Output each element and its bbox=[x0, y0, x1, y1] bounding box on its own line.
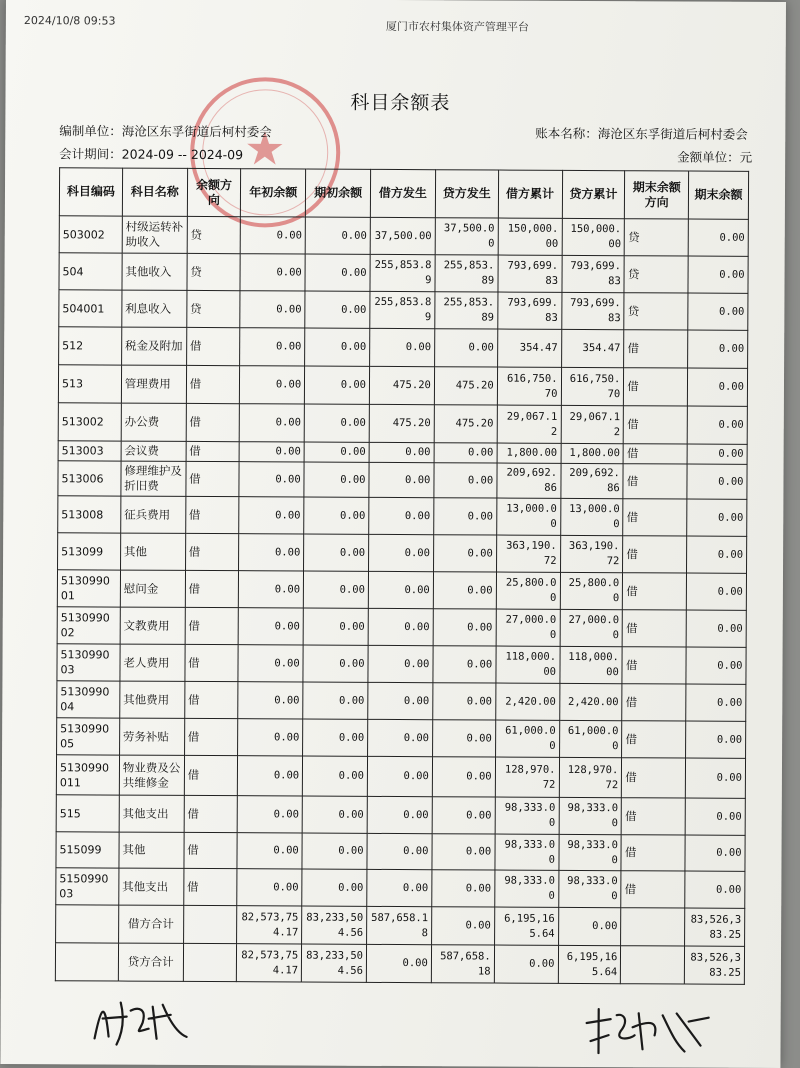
cell-debit-cumulative: 616,750.70 bbox=[497, 367, 561, 405]
empty-cell bbox=[183, 905, 237, 943]
col-header: 科目编码 bbox=[59, 168, 122, 216]
cell-balance-direction: 借 bbox=[185, 533, 239, 570]
cell-credit: 0.00 bbox=[432, 834, 495, 870]
cell-opening-year: 0.00 bbox=[237, 869, 302, 906]
col-header: 期末余额方向 bbox=[625, 171, 689, 219]
cell-balance-direction: 借 bbox=[184, 681, 238, 718]
cell-account-code: 513 bbox=[58, 365, 121, 403]
cell-account-name: 物业费及公共维修金 bbox=[119, 755, 184, 795]
cell-credit: 0.00 bbox=[431, 907, 494, 945]
cell-account-name: 会议费 bbox=[121, 441, 186, 461]
cell-opening-year: 0.00 bbox=[240, 291, 305, 328]
cell-account-name: 劳务补贴 bbox=[119, 718, 184, 755]
cell-opening-period: 0.00 bbox=[303, 645, 368, 682]
table-row bbox=[57, 570, 746, 611]
cell-credit: 0.00 bbox=[432, 720, 495, 757]
cell-debit: 0.00 bbox=[367, 756, 432, 796]
cell-opening-period: 0.00 bbox=[304, 571, 369, 608]
cell-opening-year: 0.00 bbox=[237, 796, 302, 833]
cell-opening-year: 0.00 bbox=[240, 254, 305, 291]
cell-opening-year: 0.00 bbox=[239, 571, 304, 608]
cell-opening-period: 0.00 bbox=[305, 328, 370, 366]
cell-debit-cumulative: 118,000.00 bbox=[496, 646, 560, 683]
cell-account-code: 513099002 bbox=[57, 607, 120, 644]
cell-debit-cumulative: 128,970.72 bbox=[495, 757, 559, 797]
cell-credit-cumulative: 27,000.00 bbox=[560, 609, 623, 646]
cell-closing-balance: 0.00 bbox=[686, 647, 746, 684]
cell-credit: 0.00 bbox=[432, 757, 495, 797]
cell-opening-year: 0.00 bbox=[240, 366, 305, 404]
cell-debit: 0.00 bbox=[367, 869, 432, 906]
cell-credit-cumulative: 25,800.00 bbox=[560, 572, 623, 609]
cell-credit: 475.20 bbox=[434, 367, 497, 405]
cell-debit-cumulative: 13,000.00 bbox=[496, 498, 560, 535]
cell-opening-year: 0.00 bbox=[239, 534, 304, 571]
cell-closing-balance: 0.00 bbox=[687, 536, 747, 573]
table-row bbox=[58, 496, 747, 537]
cell-debit: 37,500.00 bbox=[370, 217, 435, 254]
cell-debit: 255,853.89 bbox=[370, 254, 435, 291]
cell-balance-direction: 借 bbox=[184, 832, 238, 868]
cell-balance-direction: 借 bbox=[184, 718, 238, 755]
cell-account-name: 其他支出 bbox=[119, 795, 184, 832]
cell-account-code: 513099005 bbox=[57, 718, 120, 755]
cell-credit-cumulative: 363,190.72 bbox=[560, 535, 623, 572]
totals-label: 借方合计 bbox=[118, 905, 183, 943]
cell-credit: 475.20 bbox=[434, 405, 497, 443]
platform-name: 厦门市农村集体资产管理平台 bbox=[385, 19, 529, 34]
cell-debit-cumulative: 27,000.00 bbox=[496, 609, 560, 646]
cell-debit-cumulative: 6,195,165.64 bbox=[494, 907, 558, 945]
cell-opening-year: 0.00 bbox=[239, 497, 304, 534]
cell-closing-direction: 借 bbox=[622, 647, 686, 684]
cell-opening-period: 0.00 bbox=[304, 442, 369, 462]
cell-credit-cumulative: 98,333.00 bbox=[558, 834, 621, 870]
cell-account-code: 504001 bbox=[59, 290, 122, 327]
cell-balance-direction: 贷 bbox=[187, 216, 241, 253]
table-row bbox=[59, 327, 748, 369]
col-header: 借方发生 bbox=[370, 169, 435, 217]
cell-closing-balance: 0.00 bbox=[686, 684, 746, 721]
totals-row bbox=[55, 943, 744, 985]
cell-credit: 0.00 bbox=[433, 572, 496, 609]
cell-credit: 0.00 bbox=[432, 870, 495, 907]
table-row bbox=[59, 253, 748, 294]
cell-debit-cumulative: 98,333.00 bbox=[495, 797, 559, 834]
col-header: 期初余额 bbox=[306, 169, 371, 217]
col-header: 期末余额 bbox=[689, 171, 749, 219]
cell-opening-period: 83,233,504.56 bbox=[302, 906, 367, 944]
cell-account-name: 其他费用 bbox=[120, 681, 185, 718]
cell-account-name: 管理费用 bbox=[121, 365, 186, 403]
cell-debit-cumulative: 1,800.00 bbox=[497, 443, 561, 463]
cell-closing-direction: 借 bbox=[621, 798, 685, 835]
cell-opening-period: 0.00 bbox=[304, 497, 369, 534]
empty-cell bbox=[56, 905, 119, 943]
cell-credit-cumulative: 354.47 bbox=[561, 329, 624, 367]
cell-balance-direction: 借 bbox=[184, 795, 238, 832]
handwritten-signature-right bbox=[580, 1001, 720, 1062]
cell-closing-direction: 贷 bbox=[624, 219, 688, 256]
table-row bbox=[57, 681, 746, 722]
cell-account-code: 5130990011 bbox=[56, 755, 119, 795]
table-row bbox=[58, 403, 747, 445]
cell-opening-period: 0.00 bbox=[305, 217, 370, 254]
cell-credit: 0.00 bbox=[434, 498, 497, 535]
cell-opening-year: 0.00 bbox=[238, 608, 303, 645]
cell-account-name: 其他 bbox=[119, 832, 184, 868]
compiling-unit: 编制单位：海沧区东孚街道后柯村委会 bbox=[59, 123, 272, 140]
cell-credit: 0.00 bbox=[434, 463, 497, 498]
cell-closing-direction: 借 bbox=[621, 835, 685, 871]
table-row bbox=[58, 461, 747, 500]
empty-cell bbox=[621, 946, 685, 984]
cell-credit-cumulative: 1,800.00 bbox=[561, 443, 624, 463]
cell-debit: 0.00 bbox=[368, 571, 433, 608]
cell-opening-period: 0.00 bbox=[303, 608, 368, 645]
cell-account-name: 村级运转补助收入 bbox=[122, 216, 187, 253]
cell-account-code: 515099003 bbox=[56, 868, 119, 905]
cell-account-code: 515 bbox=[56, 795, 119, 832]
cell-closing-balance: 0.00 bbox=[688, 256, 748, 293]
cell-closing-direction: 借 bbox=[621, 871, 685, 908]
cell-balance-direction: 借 bbox=[186, 461, 240, 496]
cell-opening-year: 0.00 bbox=[241, 217, 306, 254]
cell-closing-balance: 0.00 bbox=[687, 406, 747, 444]
cell-opening-year: 0.00 bbox=[238, 682, 303, 719]
cell-closing-direction: 借 bbox=[623, 536, 687, 573]
cell-account-code: 513003 bbox=[58, 441, 121, 461]
cell-debit-cumulative: 793,699.83 bbox=[497, 292, 561, 329]
cell-opening-period: 0.00 bbox=[305, 291, 370, 328]
table-row bbox=[59, 216, 748, 257]
cell-credit: 0.00 bbox=[434, 329, 497, 367]
cell-credit: 0.00 bbox=[433, 683, 496, 720]
cell-account-code: 515099 bbox=[56, 832, 119, 868]
cell-debit-cumulative: 793,699.83 bbox=[498, 255, 562, 292]
col-header: 贷方累计 bbox=[562, 170, 625, 218]
cell-opening-period: 0.00 bbox=[302, 796, 367, 833]
cell-account-code: 513099003 bbox=[57, 644, 120, 681]
cell-closing-balance: 0.00 bbox=[687, 464, 747, 499]
cell-closing-balance: 0.00 bbox=[685, 835, 745, 871]
cell-opening-year: 0.00 bbox=[240, 328, 305, 366]
cell-credit-cumulative: 128,970.72 bbox=[559, 757, 622, 797]
cell-closing-balance: 0.00 bbox=[686, 610, 746, 647]
cell-closing-direction: 借 bbox=[622, 684, 686, 721]
empty-cell bbox=[55, 943, 118, 981]
cell-debit-cumulative: 2,420.00 bbox=[495, 683, 559, 720]
totals-row bbox=[56, 905, 745, 947]
cell-account-name: 其他 bbox=[120, 533, 185, 570]
cell-debit-cumulative: 0.00 bbox=[494, 945, 558, 983]
cell-account-code: 512 bbox=[59, 327, 122, 365]
cell-credit-cumulative: 0.00 bbox=[558, 907, 621, 945]
cell-closing-balance: 83,526,383.25 bbox=[685, 908, 745, 946]
cell-closing-balance: 83,526,383.25 bbox=[685, 946, 745, 984]
cell-closing-direction: 贷 bbox=[624, 256, 688, 293]
cell-debit-cumulative: 29,067.12 bbox=[497, 405, 561, 443]
cell-credit: 0.00 bbox=[433, 646, 496, 683]
cell-debit: 0.00 bbox=[369, 462, 434, 497]
cell-account-name: 其他支出 bbox=[119, 868, 184, 905]
cell-account-name: 征兵费用 bbox=[121, 496, 186, 533]
cell-credit-cumulative: 793,699.83 bbox=[561, 255, 624, 292]
cell-closing-balance: 0.00 bbox=[685, 871, 745, 908]
table-row bbox=[56, 755, 745, 799]
cell-closing-direction: 借 bbox=[624, 406, 688, 444]
cell-debit: 0.00 bbox=[369, 497, 434, 534]
cell-opening-period: 0.00 bbox=[303, 719, 368, 756]
cell-closing-balance: 0.00 bbox=[686, 721, 746, 758]
cell-credit: 255,853.89 bbox=[435, 292, 498, 329]
cell-credit: 0.00 bbox=[433, 609, 496, 646]
cell-account-name: 利息收入 bbox=[122, 290, 187, 327]
cell-opening-year: 0.00 bbox=[239, 442, 304, 462]
cell-debit: 0.00 bbox=[368, 608, 433, 645]
cell-balance-direction: 借 bbox=[186, 403, 240, 441]
cell-credit: 37,500.00 bbox=[435, 218, 498, 255]
cell-account-code: 513002 bbox=[58, 403, 121, 441]
table-row bbox=[57, 718, 746, 759]
table-row bbox=[58, 365, 747, 407]
cell-opening-year: 0.00 bbox=[238, 719, 303, 756]
cell-closing-direction: 借 bbox=[622, 758, 686, 798]
table-row bbox=[57, 607, 746, 648]
cell-opening-period: 83,233,504.56 bbox=[302, 944, 367, 982]
cell-opening-period: 0.00 bbox=[305, 254, 370, 291]
cell-closing-balance: 0.00 bbox=[688, 219, 748, 256]
cell-credit-cumulative: 616,750.70 bbox=[561, 367, 624, 405]
cell-debit: 475.20 bbox=[369, 366, 434, 404]
cell-balance-direction: 借 bbox=[185, 496, 239, 533]
cell-debit-cumulative: 150,000.00 bbox=[498, 218, 562, 255]
cell-debit-cumulative: 25,800.00 bbox=[496, 572, 560, 609]
cell-opening-period: 0.00 bbox=[304, 404, 369, 442]
cell-closing-direction: 借 bbox=[624, 368, 688, 406]
accounting-period: 会计期间：2024-09 -- 2024-09 bbox=[59, 146, 244, 163]
cell-opening-year: 0.00 bbox=[240, 404, 305, 442]
cell-credit: 255,853.89 bbox=[435, 255, 498, 292]
col-header: 贷方发生 bbox=[435, 170, 498, 218]
cell-credit-cumulative: 61,000.00 bbox=[559, 720, 622, 757]
cell-closing-balance: 0.00 bbox=[686, 573, 746, 610]
cell-debit: 0.00 bbox=[368, 719, 433, 756]
cell-credit: 0.00 bbox=[432, 797, 495, 834]
cell-debit-cumulative: 209,692.86 bbox=[497, 463, 561, 498]
cell-balance-direction: 借 bbox=[185, 644, 239, 681]
table-row bbox=[56, 795, 745, 836]
cell-opening-period: 0.00 bbox=[302, 869, 367, 906]
cell-credit: 587,658.18 bbox=[431, 945, 494, 983]
cell-closing-direction: 借 bbox=[622, 610, 686, 647]
table-row bbox=[58, 533, 747, 574]
cell-opening-period: 0.00 bbox=[302, 833, 367, 869]
handwritten-signature-left bbox=[87, 988, 197, 1049]
table-header-row bbox=[59, 168, 748, 220]
cell-closing-direction: 借 bbox=[623, 499, 687, 536]
cell-credit-cumulative: 150,000.00 bbox=[562, 218, 625, 255]
cell-debit: 0.00 bbox=[367, 796, 432, 833]
empty-cell bbox=[621, 908, 685, 946]
cell-credit: 0.00 bbox=[433, 535, 496, 572]
cell-debit: 0.00 bbox=[367, 833, 432, 869]
print-timestamp: 2024/10/8 09:53 bbox=[23, 14, 116, 28]
cell-account-name: 税金及附加 bbox=[121, 327, 186, 365]
cell-credit-cumulative: 98,333.00 bbox=[559, 797, 622, 834]
cell-account-code: 513099004 bbox=[57, 681, 120, 718]
cell-credit-cumulative: 118,000.00 bbox=[559, 646, 622, 683]
cell-account-name: 办公费 bbox=[121, 403, 186, 441]
cell-closing-balance: 0.00 bbox=[688, 293, 748, 330]
col-header: 年初余额 bbox=[241, 169, 306, 217]
cell-balance-direction: 借 bbox=[183, 868, 237, 905]
cell-debit: 0.00 bbox=[369, 534, 434, 571]
cell-opening-period: 0.00 bbox=[304, 534, 369, 571]
cell-balance-direction: 借 bbox=[184, 755, 238, 795]
cell-closing-balance: 0.00 bbox=[688, 368, 748, 406]
col-header: 借方累计 bbox=[498, 170, 562, 218]
balance-table bbox=[55, 167, 749, 985]
cell-opening-period: 0.00 bbox=[303, 756, 368, 796]
cell-account-code: 513006 bbox=[58, 461, 121, 496]
seal-star-icon: ★ bbox=[244, 121, 286, 176]
cell-opening-period: 0.00 bbox=[304, 462, 369, 497]
cell-closing-direction: 借 bbox=[622, 721, 686, 758]
cell-balance-direction: 借 bbox=[185, 570, 239, 607]
cell-closing-balance: 0.00 bbox=[685, 758, 745, 798]
cell-balance-direction: 借 bbox=[185, 607, 239, 644]
table-row bbox=[57, 644, 746, 685]
cell-account-name: 老人费用 bbox=[120, 644, 185, 681]
cell-opening-period: 0.00 bbox=[305, 366, 370, 404]
cell-credit-cumulative: 793,699.83 bbox=[561, 292, 624, 329]
cell-closing-direction: 借 bbox=[623, 444, 687, 464]
cell-credit-cumulative: 98,333.00 bbox=[558, 870, 621, 907]
cell-balance-direction: 贷 bbox=[186, 290, 240, 327]
totals-label: 贷方合计 bbox=[118, 943, 183, 981]
table-row bbox=[56, 832, 745, 872]
cell-balance-direction: 借 bbox=[186, 365, 240, 403]
cell-debit: 0.00 bbox=[368, 645, 433, 682]
cell-closing-direction: 借 bbox=[624, 330, 688, 368]
cell-opening-year: 0.00 bbox=[238, 756, 303, 796]
cell-closing-direction: 贷 bbox=[624, 293, 688, 330]
cell-account-name: 修理维护及折旧费 bbox=[121, 461, 186, 496]
cell-balance-direction: 贷 bbox=[187, 253, 241, 290]
cell-debit: 0.00 bbox=[368, 682, 433, 719]
cell-balance-direction: 借 bbox=[186, 327, 240, 365]
cell-credit-cumulative: 13,000.00 bbox=[560, 498, 623, 535]
report-title: 科目余额表 bbox=[350, 91, 451, 115]
ledger-name: 账本名称：海沧区东孚街道后柯村委会 bbox=[535, 125, 748, 142]
cell-balance-direction: 借 bbox=[186, 441, 240, 461]
cell-debit-cumulative: 98,333.00 bbox=[494, 870, 558, 907]
cell-account-code: 513099 bbox=[58, 533, 121, 570]
cell-credit-cumulative: 209,692.86 bbox=[560, 463, 623, 498]
cell-opening-period: 0.00 bbox=[303, 682, 368, 719]
cell-debit-cumulative: 354.47 bbox=[497, 329, 561, 367]
cell-debit: 475.20 bbox=[369, 404, 434, 442]
cell-closing-balance: 0.00 bbox=[685, 798, 745, 835]
cell-closing-direction: 借 bbox=[623, 573, 687, 610]
cell-closing-direction: 借 bbox=[623, 464, 687, 499]
col-header: 余额方向 bbox=[187, 168, 241, 216]
cell-closing-balance: 0.00 bbox=[687, 499, 747, 536]
cell-debit: 587,658.18 bbox=[367, 906, 432, 944]
cell-credit-cumulative: 29,067.12 bbox=[561, 405, 624, 443]
cell-debit-cumulative: 363,190.72 bbox=[496, 535, 560, 572]
table-row bbox=[59, 290, 748, 331]
cell-account-name: 慰问金 bbox=[120, 570, 185, 607]
cell-credit: 0.00 bbox=[434, 443, 497, 463]
cell-account-name: 文教费用 bbox=[120, 607, 185, 644]
cell-debit-cumulative: 98,333.00 bbox=[495, 834, 559, 870]
cell-account-code: 504 bbox=[59, 253, 122, 290]
cell-opening-year: 82,573,754.17 bbox=[237, 906, 302, 944]
table-body bbox=[55, 216, 748, 985]
table-row bbox=[56, 868, 745, 909]
cell-debit: 0.00 bbox=[369, 442, 434, 462]
empty-cell bbox=[183, 943, 237, 981]
cell-closing-balance: 0.00 bbox=[688, 330, 748, 368]
cell-account-name: 其他收入 bbox=[122, 253, 187, 290]
cell-credit-cumulative: 2,420.00 bbox=[559, 683, 622, 720]
cell-debit-cumulative: 61,000.00 bbox=[495, 720, 559, 757]
cell-debit: 0.00 bbox=[366, 944, 431, 982]
cell-debit: 0.00 bbox=[370, 328, 435, 366]
cell-closing-balance: 0.00 bbox=[687, 444, 747, 464]
cell-account-code: 503002 bbox=[59, 216, 122, 253]
cell-opening-year: 0.00 bbox=[237, 833, 302, 869]
cell-opening-year: 0.00 bbox=[239, 462, 304, 497]
cell-opening-year: 0.00 bbox=[238, 645, 303, 682]
cell-debit: 255,853.89 bbox=[370, 291, 435, 328]
cell-credit-cumulative: 6,195,165.64 bbox=[558, 945, 621, 983]
col-header: 科目名称 bbox=[122, 168, 187, 216]
cell-account-code: 513099001 bbox=[57, 570, 120, 607]
cell-account-code: 513008 bbox=[58, 496, 121, 533]
currency-unit: 金额单位：元 bbox=[677, 149, 753, 165]
cell-opening-year: 82,573,754.17 bbox=[237, 944, 302, 982]
